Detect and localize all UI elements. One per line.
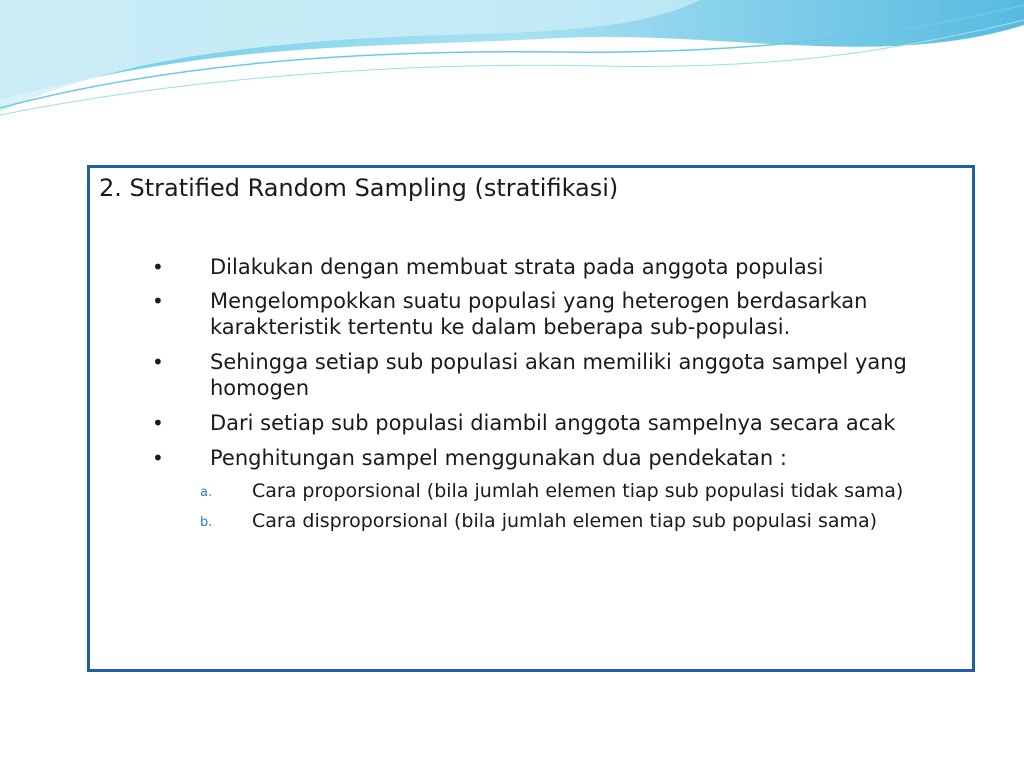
bullet-dot-icon: • [152,446,164,470]
bullet-dot-icon: • [152,350,164,374]
bullet-text: Dari setiap sub populasi diambil anggota sampelnya secara acak [210,411,896,435]
sub-item-text: Cara proporsional (bila jumlah elemen tiap sub populasi tidak sama) [252,480,904,502]
bullet-text: Dilakukan dengan membuat strata pada anggota populasi [210,255,824,279]
slide-heading: 2. Stratified Random Sampling (stratifikasi) [99,174,619,202]
bullet-text: Mengelompokkan suatu populasi yang heterogen berdasarkan karakteristik tertentu ke dalam beberapa sub-populasi. [210,289,868,339]
bullet-text: Sehingga setiap sub populasi akan memiliki anggota sampel yang homogen [210,350,907,400]
content-box [87,165,975,672]
bullet-text: Penghitungan sampel menggunakan dua pendekatan : [210,446,787,470]
decorative-wave-header [0,0,1024,130]
bullet-dot-icon: • [152,289,164,313]
sub-item-marker: b. [200,515,213,530]
bullet-dot-icon: • [152,255,164,279]
bullet-dot-icon: • [152,411,164,435]
sub-item-text: Cara disproporsional (bila jumlah elemen tiap sub populasi sama) [252,510,878,532]
sub-item-marker: a. [200,485,213,500]
